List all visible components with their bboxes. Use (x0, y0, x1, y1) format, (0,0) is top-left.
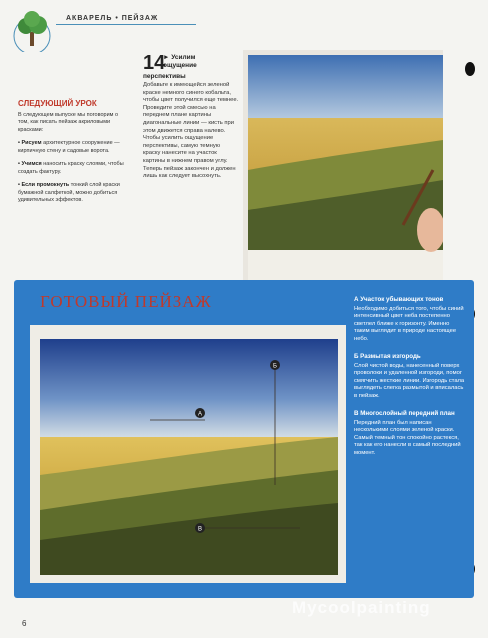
item-text: тонкий слой краски бумажной салфеткой, можно добиться удивительных эффектов. (18, 182, 120, 203)
watermark: Mycoolpainting (292, 598, 431, 617)
header-title: АКВАРЕЛЬ • ПЕЙЗАЖ (66, 15, 159, 22)
page-number: 6 (22, 619, 27, 628)
legend-heading: Б Размытая изгородь (354, 353, 421, 360)
legend-body: Передний план был написан несколькими слоями зеленой краски. Самый темный тон спокойно растекся, так как его нанесли в самый последний момент. (354, 419, 461, 456)
finished-title: ГОТОВЫЙ ПЕЙЗАЖ (40, 292, 212, 311)
item-bold: • Если промокнуть (18, 182, 70, 188)
item-bold: • Учимся (18, 161, 42, 167)
binder-hole (465, 62, 475, 76)
legend-column (354, 296, 466, 467)
marker-a: А (197, 411, 203, 418)
step-photo (243, 50, 443, 280)
next-lesson-item (18, 182, 128, 205)
legend-heading: А Участок убывающих тонов (354, 296, 444, 303)
item-text: архитектурное сооружение — кирпичную стену и садовые ворота. (18, 140, 120, 154)
step-heading-line: ощущение (163, 62, 197, 69)
next-lesson-item (18, 140, 128, 155)
legend-heading: В Многослойный передний план (354, 410, 455, 417)
legend-body: Необходимо добиться того, чтобы синий интенсивный цвет неба постепенно светлел ближе к горизонту. Именно таким выглядит в природе настоящее небо. (354, 305, 464, 342)
next-lesson-sidebar (18, 100, 128, 211)
step-number: 14 (143, 52, 166, 74)
header-rule (56, 24, 196, 25)
item-text: наносить краску слоями, чтобы создать фактуру. (18, 161, 124, 175)
finished-painting (30, 325, 346, 583)
next-lesson-item (18, 161, 128, 176)
item-bold: • Рисуем (18, 140, 42, 146)
next-lesson-title: СЛЕДУЮЩИЙ УРОК (18, 99, 97, 108)
step-heading-line: перспективы (143, 73, 186, 80)
step-heading (163, 54, 235, 70)
marker-b: Б (273, 363, 277, 370)
step-body-text: Добавьте к имеющейся зеленой краске немного синего кобальта, чтобы цвет получился еще темнее. Проведите этой смесью на переднем плане картины диагональные линии — кисть при этом движется справа налево. Чтобы усилить ощущение перспективы, самую темную краску нанесите на участок картины в нижнем правом углу. Теперь пейзаж закончен и должен лишь как следует высохнуть. (143, 82, 239, 180)
next-lesson-intro: В следующем выпуске мы поговорим о том, как писать пейзаж акриловыми красками: (18, 111, 119, 133)
marker-v: В (197, 526, 203, 533)
legend-body: Слой чистой воды, нанесенный поверх проволоки и удаленной изгороди, помог смягчить жесткие линии. Изгородь стала выглядеть слегка размытой и вписалась в пейзаж. (354, 362, 465, 399)
step-heading-line: ► Усилим (163, 54, 196, 61)
tree-logo-icon (10, 8, 54, 52)
